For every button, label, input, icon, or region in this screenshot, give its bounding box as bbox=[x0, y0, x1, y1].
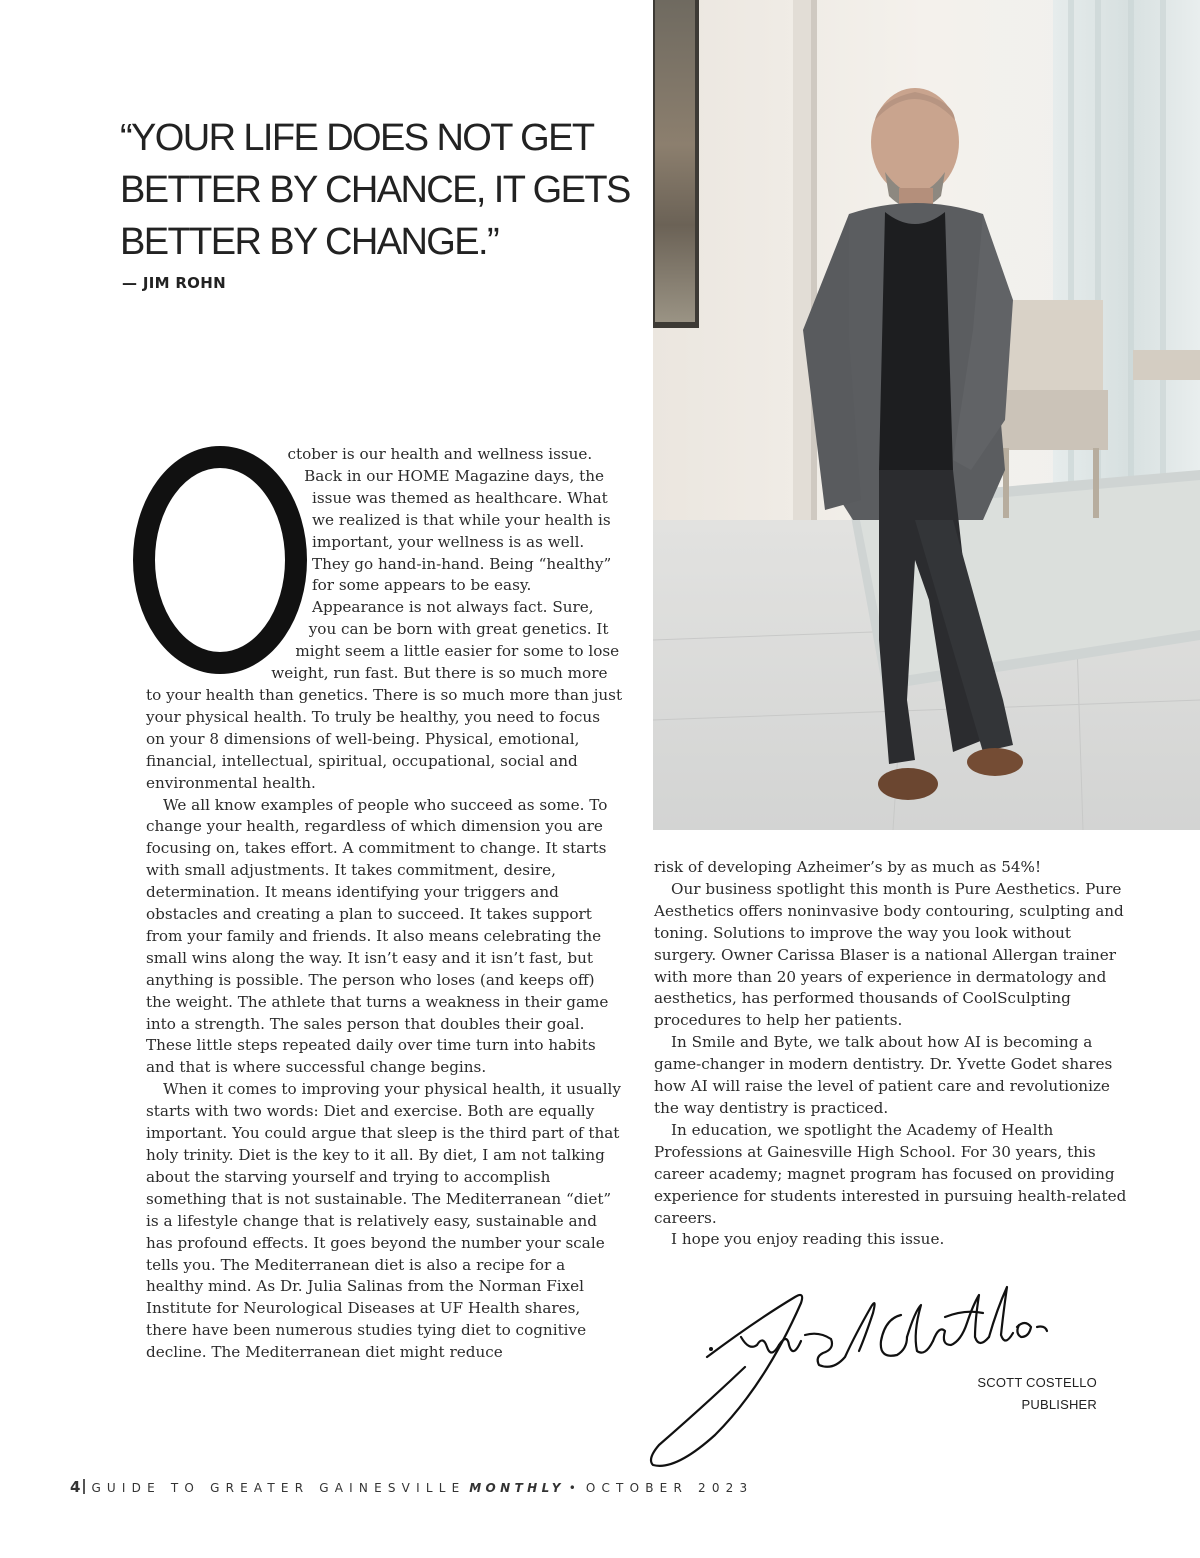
article-paragraph: Our business spotlight this month is Pure Aesthetics. Pure Aesthetics offers noninvasive body contouring, sculpting and toning. Solutions to improve the way you look without surgery. Owner Carissa Blaser is a national Allergan trainer with more than 20 years of experience in dermatology and aesthetics, has performed thousands of CoolSculpting procedures to help her patients. bbox=[654, 879, 1124, 1030]
publication-name: GUIDE TO GREATER GAINESVILLE bbox=[91, 1481, 466, 1495]
article-paragraph: risk of developing Azheimer’s by as much as 54%! bbox=[654, 858, 1042, 876]
drop-cap-o bbox=[132, 446, 312, 674]
publication-name-italic: MONTHLY bbox=[469, 1481, 565, 1495]
article-paragraph: In Smile and Byte, we talk about how AI is becoming a game-changer in modern dentistry. Dr. Yvette Godet shares how AI will raise the level of patient care and revolutionize the way dentistry is practiced. bbox=[654, 1033, 1113, 1117]
article-paragraph: ctober is our health and wellness issue. Back in our HOME Magazine days, the issue was themed as healthcare. What we realized is that while your health is important, your wellness is as well. They go hand-in-hand. Being “healthy” for some appears to be easy. Appearance is not always fact. Sure, you can be born with great genetics. It might seem a little easier for some to lose weight, run fast. But there is so much more to your health than genetics. There is so much more than just your physical health. To truly be healthy, you need to focus on your 8 dimensions of well-being. Physical, emotional, financial, intellectual, spiritual, occupational, social and environmental health. bbox=[146, 445, 623, 792]
article-paragraph: When it comes to improving your physical health, it usually starts with two words: Diet and exercise. Both are equally important. You could argue that sleep is the third part of that holy trinity. Diet is the key to it all. By diet, I am not talking about the starving yourself and trying to accomplish something that is not sustainable. The Mediterranean “diet” is a lifestyle change that is relatively easy, sustainable and has profound effects. It goes beyond the number your scale tells you. The Mediterranean diet is also a recipe for a healthy mind. As Dr. Julia Salinas from the Norman Fixel Institute for Neurological Diseases at UF Health shares, there have been numerous studies tying diet to cognitive decline. The Mediterranean diet might reduce bbox=[146, 1080, 621, 1362]
article-column-right bbox=[654, 857, 1130, 1251]
article-paragraph: We all know examples of people who succeed as some. To change your health, regardless of which dimension you are focusing on, takes effort. A commitment to change. It starts with small adjustments. It takes commitment, desire, determination. It means identifying your triggers and obstacles and creating a plan to succeed. It takes support from your family and friends. It also means celebrating the small wins along the way. It isn’t easy and it isn’t fast, but anything is possible. The person who loses (and keeps off) the weight. The athlete that turns a weakness in their game into a strength. The sales person that doubles their goal. These little steps repeated daily over time turn into habits and that is where successful change begins. bbox=[146, 795, 609, 1077]
footer-separator: • bbox=[568, 1481, 582, 1495]
article-column-left bbox=[146, 444, 623, 1364]
publisher-name: SCOTT COSTELLO bbox=[977, 1375, 1097, 1390]
page-number: 4 bbox=[70, 1478, 81, 1496]
pull-quote: “YOUR LIFE DOES NOT GET BETTER BY CHANCE, IT GETS BETTER BY CHANGE.” bbox=[120, 117, 630, 263]
issue-date: OCTOBER 2023 bbox=[585, 1481, 754, 1495]
article-paragraph: In education, we spotlight the Academy of Health Professions at Gainesville High School. For 30 years, this career academy; magnet program has focused on providing experience for students interested in pursuing health-related careers. bbox=[654, 1120, 1127, 1227]
quote-attribution: — JIM ROHN bbox=[122, 274, 226, 292]
article-paragraph: I hope you enjoy reading this issue. bbox=[671, 1230, 945, 1249]
publisher-title: PUBLISHER bbox=[1021, 1397, 1097, 1412]
footer-divider bbox=[83, 1479, 85, 1494]
publisher-photo bbox=[653, 0, 1200, 830]
page-footer bbox=[70, 1478, 753, 1496]
